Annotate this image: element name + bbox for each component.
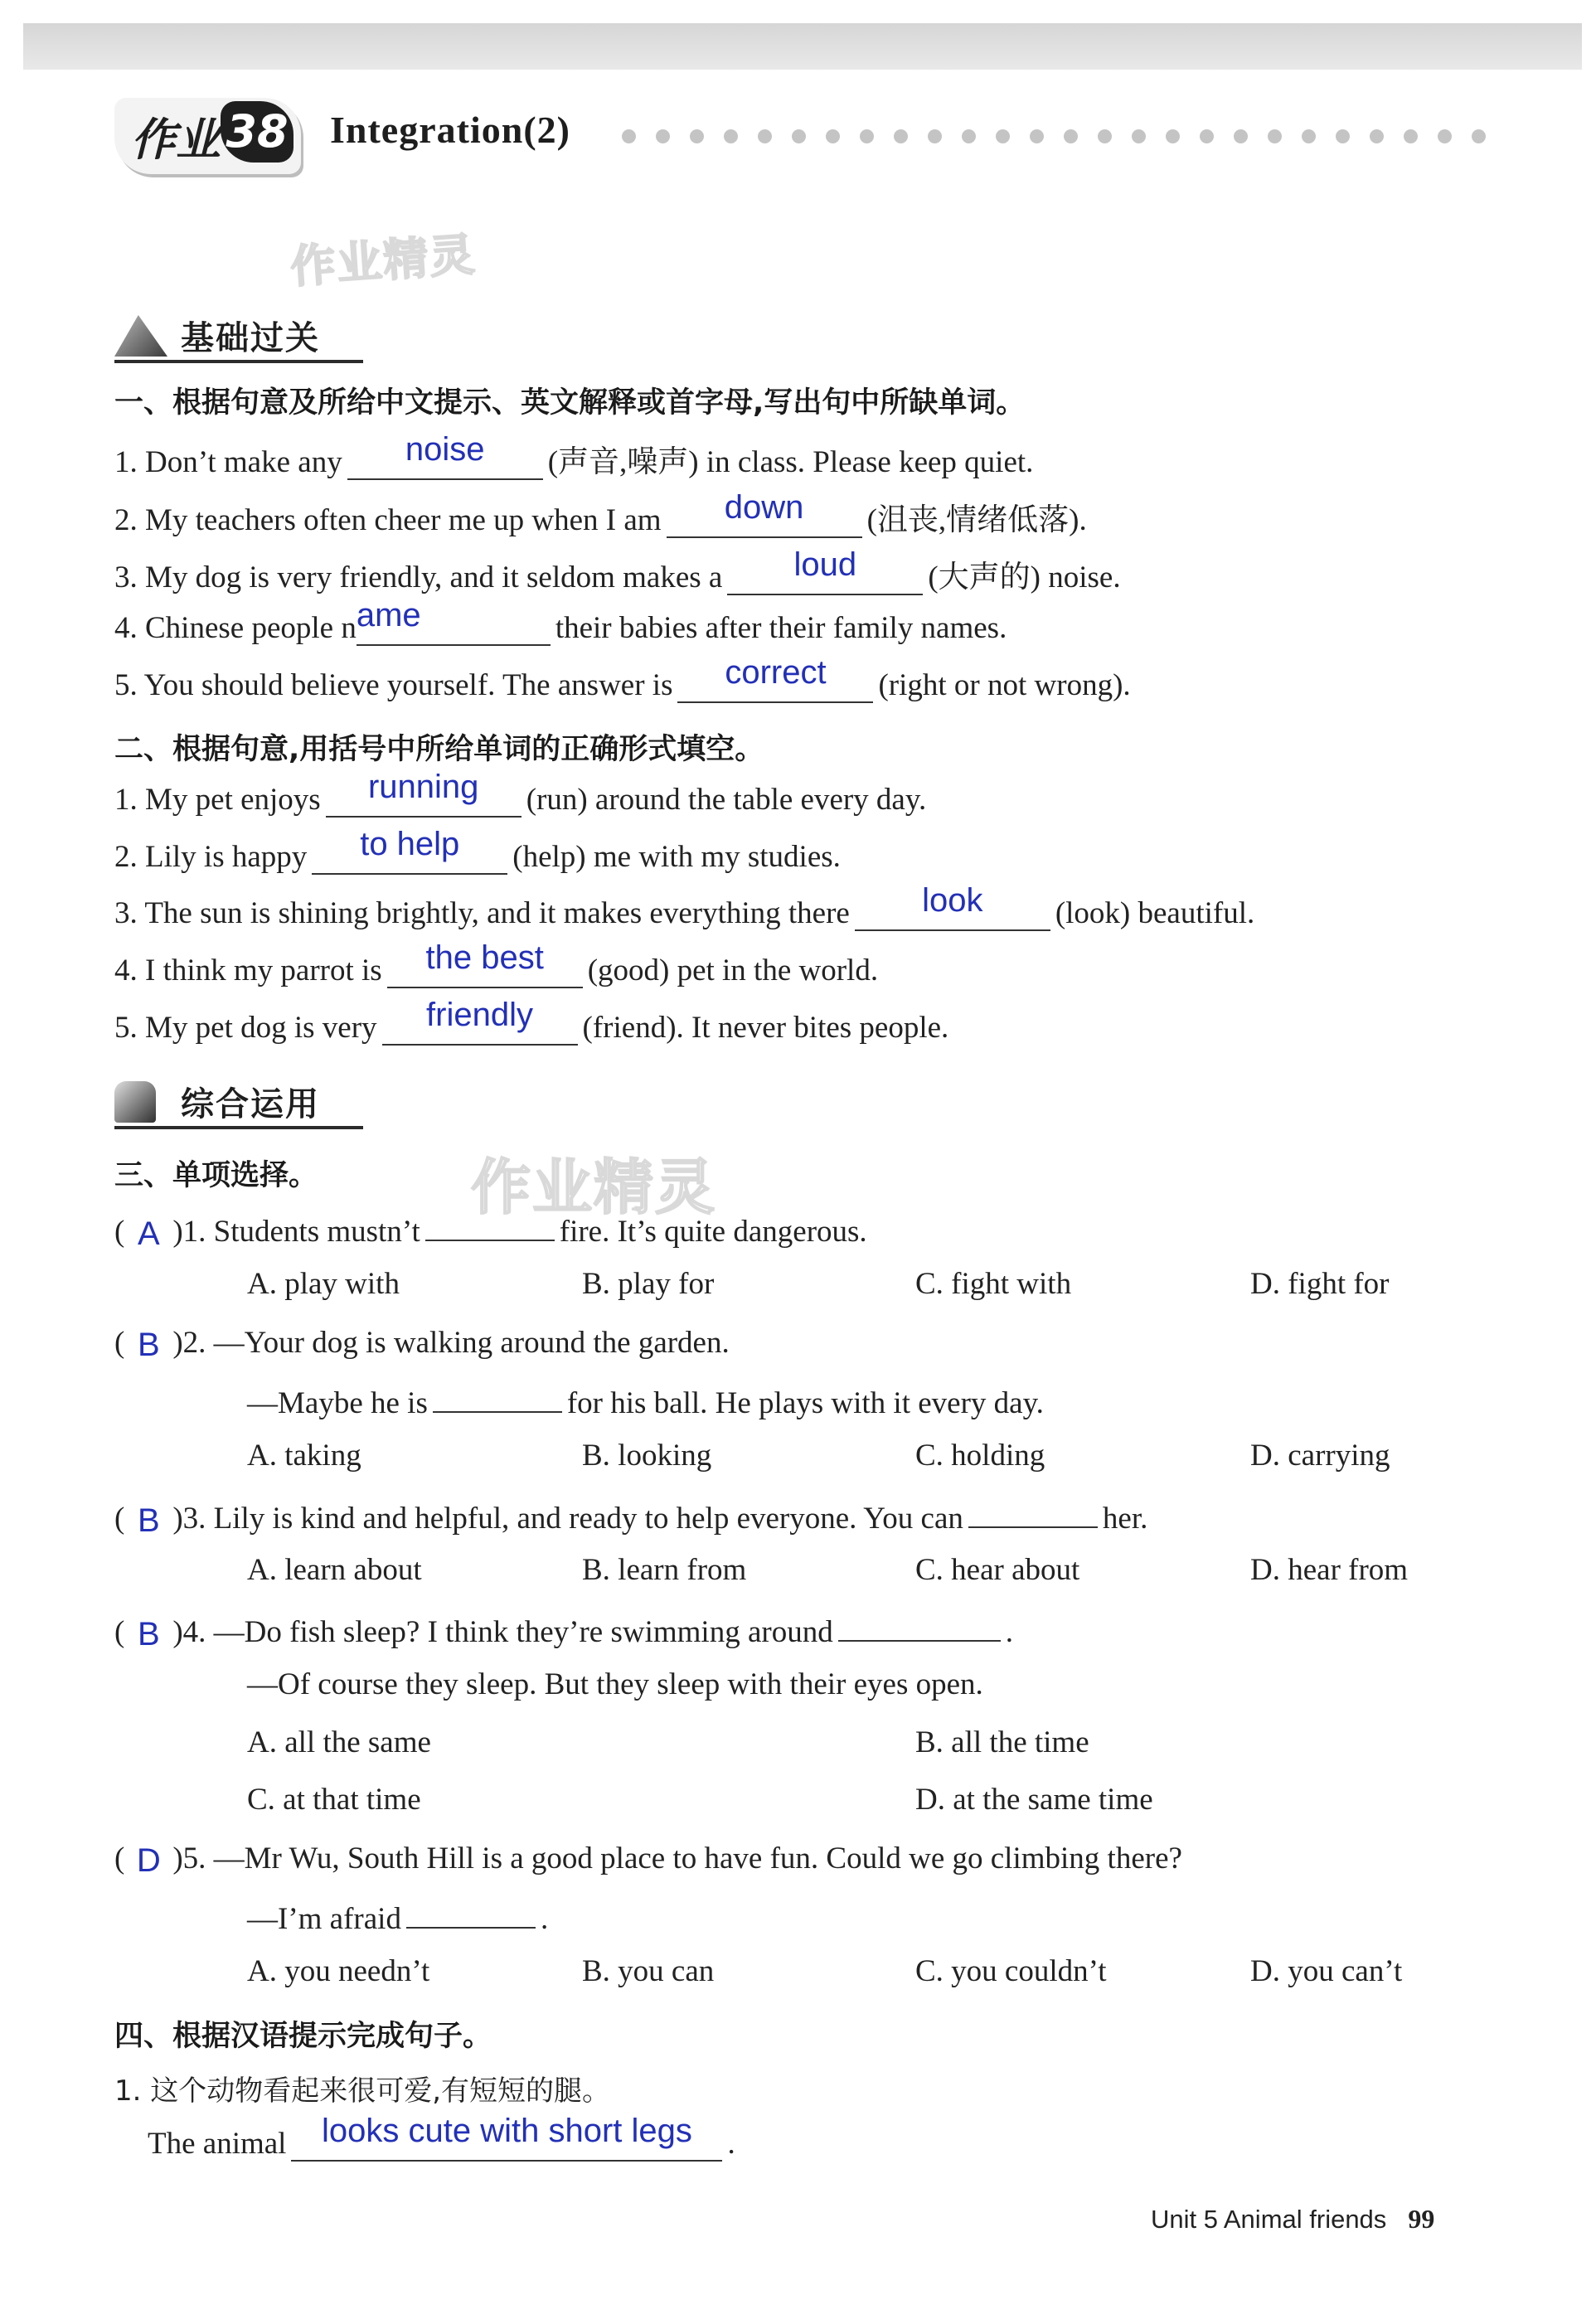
mc3-option-a: A. learn about [247, 1553, 422, 1587]
mc5-option-d: D. you can’t [1250, 1954, 1403, 1988]
homework-label: 作业 [131, 114, 221, 166]
stack-icon [114, 1081, 156, 1123]
part1-item-4: 4. Chinese people name their babies after their family names. [114, 597, 1007, 645]
section-applied-label: 综合运用 [181, 1085, 320, 1123]
mc2-option-d: D. carrying [1250, 1439, 1390, 1473]
handwritten-answer: ame [356, 597, 421, 633]
answer-blank [312, 826, 507, 875]
mc-question-4: ( B )4. —Do fish sleep? I think they’re swimming around . [114, 1609, 1013, 1650]
mc5-option-c: C. you couldn’t [915, 1954, 1107, 1988]
homework-number: 38 [221, 101, 293, 163]
answer-blank [387, 939, 583, 988]
part3-heading: 三、单项选择。 [114, 1159, 318, 1192]
worksheet-header [98, 91, 1557, 182]
mc4-option-a: A. all the same [247, 1725, 431, 1759]
mountain-icon [114, 315, 167, 357]
part2-heading: 二、根据句意,用括号中所给单词的正确形式填空。 [114, 733, 764, 766]
mc3-option-d: D. hear from [1250, 1553, 1409, 1587]
choice-answer: D [136, 1842, 161, 1879]
part1-item-1: 1. Don’t make any noise (声音,噪声) in class. Please keep quiet. [114, 431, 1034, 479]
decorative-dots [622, 129, 1486, 143]
mc1-option-c: C. fight with [915, 1267, 1072, 1301]
part4-q1-chinese: 1. 这个动物看起来很可爱,有短短的腿。 [114, 2074, 611, 2108]
choice-answer: B [137, 1502, 160, 1539]
part4-heading: 四、根据汉语提示完成句子。 [114, 2020, 492, 2053]
mc5-option-b: B. you can [582, 1954, 715, 1988]
mc-question-3: ( B )3. Lily is kind and helpful, and ready to help everyone. You can her. [114, 1496, 1147, 1536]
part1-heading: 一、根据句意及所给中文提示、英文解释或首字母,写出句中所缺单词。 [114, 386, 1026, 420]
handwritten-answer: down [724, 489, 804, 526]
handwritten-answer: loud [793, 546, 857, 583]
mc4-option-c: C. at that time [247, 1783, 421, 1817]
page-number: 99 [1408, 2204, 1435, 2234]
part2-item-5: 5. My pet dog is very friendly (friend). It never bites people. [114, 997, 949, 1045]
mc4-line-2: —Of course they sleep. But they sleep with their eyes open. [247, 1667, 983, 1701]
part2-item-1: 1. My pet enjoys running (run) around the table every day. [114, 769, 927, 817]
handwritten-answer: correct [725, 654, 827, 691]
mc3-option-c: C. hear about [915, 1553, 1080, 1587]
mc-question-2: ( B )2. —Your dog is walking around the garden. [114, 1326, 730, 1363]
choice-answer: A [137, 1216, 160, 1252]
mc2-option-c: C. holding [915, 1439, 1045, 1473]
page-title: Integration(2) [330, 109, 570, 151]
mc1-option-d: D. fight for [1250, 1267, 1390, 1301]
section-applied [114, 1076, 363, 1129]
handwritten-answer: running [367, 769, 479, 805]
answer-blank [291, 2113, 722, 2162]
part4-q1-sentence: The animal looks cute with short legs . [148, 2113, 735, 2161]
handwritten-answer: noise [405, 431, 485, 468]
choice-answer: B [137, 1616, 160, 1652]
handwritten-answer: to help [360, 826, 460, 862]
part2-item-3: 3. The sun is shining brightly, and it makes everything there look (look) beautiful. [114, 882, 1255, 930]
mc3-option-b: B. learn from [582, 1553, 747, 1587]
watermark: 作业精灵 [289, 228, 478, 294]
section-basic [114, 310, 363, 363]
mc-question-5: ( D )5. —Mr Wu, South Hill is a good place to have fun. Could we go climbing there? [114, 1841, 1182, 1879]
unit-label: Unit 5 Animal friends [1151, 2205, 1387, 2234]
handwritten-answer: looks cute with short legs [322, 2113, 692, 2149]
mc5-line-2: —I’m afraid . [247, 1896, 548, 1937]
watermark: 作业精灵 [471, 1152, 717, 1222]
mc4-option-d: D. at the same time [915, 1783, 1153, 1817]
mc2-option-a: A. taking [247, 1439, 361, 1473]
handwritten-answer: the best [425, 939, 544, 976]
part2-item-2: 2. Lily is happy to help (help) me with my studies. [114, 826, 841, 874]
answer-blank [677, 654, 873, 703]
answer-blank [347, 431, 543, 480]
mc-question-1: ( A )1. Students mustn’t fire. It’s quite dangerous. [114, 1209, 867, 1249]
answer-blank [326, 769, 521, 818]
answer-blank [356, 597, 551, 646]
page-footer [1151, 2204, 1434, 2234]
mc1-option-a: A. play with [247, 1267, 400, 1301]
answer-blank [382, 997, 578, 1046]
handwritten-answer: look [922, 882, 983, 919]
mc2-option-b: B. looking [582, 1439, 712, 1473]
handwritten-answer: friendly [426, 997, 533, 1033]
mc5-option-a: A. you needn’t [247, 1954, 430, 1988]
mc2-line-2: —Maybe he is for his ball. He plays with it every day. [247, 1380, 1044, 1421]
part1-item-3: 3. My dog is very friendly, and it seldom makes a loud (大声的) noise. [114, 546, 1121, 594]
answer-blank [667, 489, 862, 538]
mc4-option-b: B. all the time [915, 1725, 1089, 1759]
answer-blank [727, 546, 923, 595]
part1-item-2: 2. My teachers often cheer me up when I am down (沮丧,情绪低落). [114, 489, 1087, 537]
answer-blank [855, 882, 1050, 931]
section-basic-label: 基础过关 [181, 319, 320, 357]
part1-item-5: 5. You should believe yourself. The answer is correct (right or not wrong). [114, 654, 1131, 702]
scan-edge [23, 23, 1582, 70]
choice-answer: B [137, 1327, 160, 1363]
mc1-option-b: B. play for [582, 1267, 715, 1301]
part2-item-4: 4. I think my parrot is the best (good) pet in the world. [114, 939, 879, 987]
